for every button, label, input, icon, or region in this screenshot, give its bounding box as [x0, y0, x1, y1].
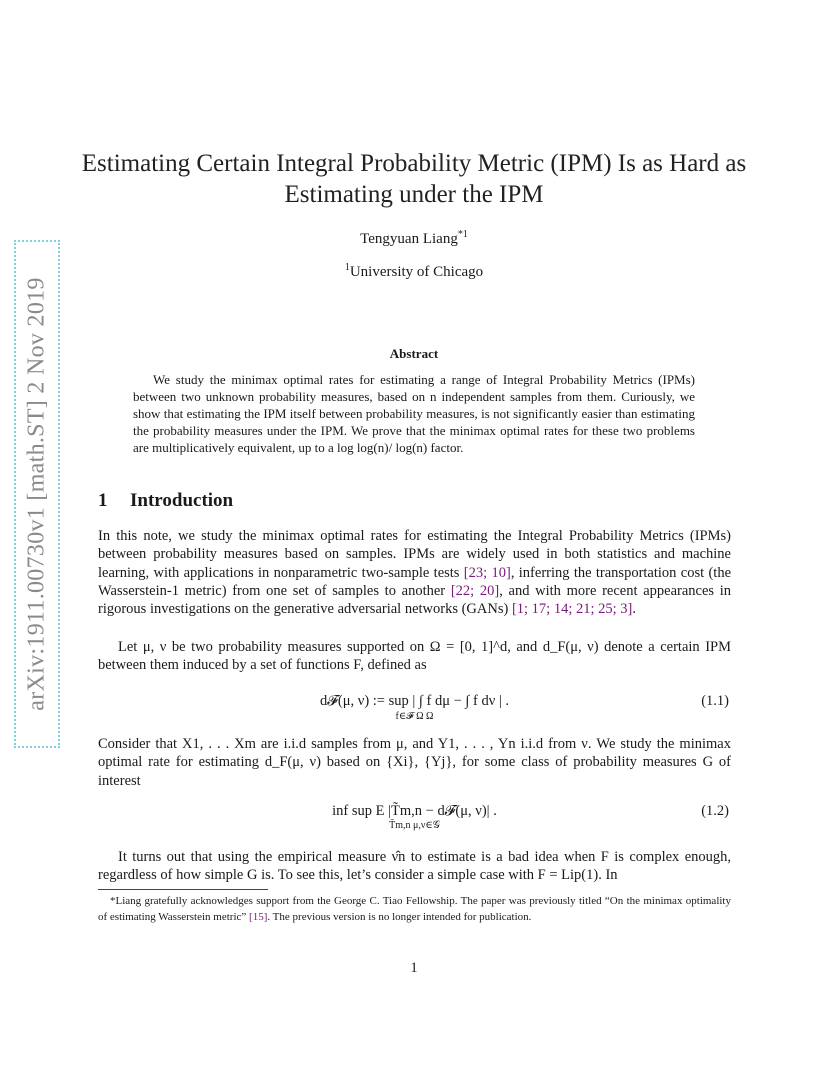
section-heading — [98, 490, 233, 512]
para1-text-a: In this note, we study the minimax optimal rates for estimating the Integral Probability Metrics (IPMs) between probability measures based on samples. IPMs are widely used in both statistics and machine learning, with applications in nonparametric two-sample tests — [98, 528, 731, 581]
arxiv-stamp — [14, 240, 60, 748]
section-title: Introduction — [130, 490, 234, 511]
citation-link[interactable]: [23; 10] — [463, 564, 511, 581]
affiliation-line — [0, 262, 828, 281]
page-number: 1 — [410, 960, 418, 976]
affiliation-name: University of Chicago — [349, 264, 484, 280]
affiliation-mark: 1 — [344, 262, 350, 273]
equation-1-2-expression: inf sup E |T̃m,n − d𝓕(μ, ν)| . — [332, 803, 497, 819]
equation-number-1-2: (1.2) — [701, 803, 729, 819]
footnote-text-a: *Liang gratefully acknowledges support from the George C. Tiao Fellowship. The paper was previously titled “On the minimax optimality of estimating Wasserstein metric” — [98, 895, 731, 923]
intro-paragraph-4: It turns out that using the empirical measure ν̂n to estimate is a bad idea when F is complex enough, regardless of how simple G is. To see this, let’s consider a simple case with F = Lip(1). In — [98, 849, 731, 884]
footnote-text-b: . The previous version is no longer intended for publication. — [267, 910, 532, 923]
author-line — [0, 229, 828, 248]
para1-text-d: . — [632, 601, 637, 618]
para1-text-b: , inferring the transportation cost (the Wasserstein-1 metric) from one set of samples to another — [98, 564, 731, 599]
intro-paragraph-1 — [98, 527, 731, 618]
equation-1-2-subscripts: T̃m,n μ,ν∈𝒢 — [389, 820, 440, 831]
paper-title: Estimating Certain Integral Probability Metric (IPM) Is as Hard as Estimating under the IPM — [81, 150, 747, 208]
author-name: Tengyuan Liang — [360, 231, 458, 247]
equation-1-2 — [98, 803, 731, 835]
author-mark: *1 — [457, 229, 468, 240]
citation-link[interactable]: [22; 20] — [450, 582, 500, 599]
equation-1-1 — [98, 693, 731, 729]
citation-link[interactable]: [15] — [249, 910, 268, 923]
equation-number-1-1: (1.1) — [701, 693, 729, 709]
section-number: 1 — [98, 490, 108, 511]
intro-paragraph-3: Consider that X1, . . . Xm are i.i.d samples from μ, and Y1, . . . , Yn i.i.d from ν. We study the minimax optimal rate for estimating d_F(μ, ν) based on {Xi}, {Yj}, for some class of probability measures G of interest — [98, 736, 731, 789]
para1-text-c: , and with more recent appearances in rigorous investigations on the generative adversarial networks (GANs) — [98, 582, 731, 618]
equation-1-1-expression: d𝓕(μ, ν) := sup | ∫ f dμ − ∫ f dν | . — [319, 693, 510, 709]
equation-1-1-subscripts: f∈𝓕 Ω Ω — [395, 711, 434, 722]
footnote-rule — [98, 889, 268, 890]
citation-link[interactable]: [1; 17; 14; 21; 25; 3] — [511, 601, 633, 618]
abstract-heading: Abstract — [389, 346, 439, 361]
intro-paragraph-2: Let μ, ν be two probability measures supported on Ω = [0, 1]^d, and d_F(μ, ν) denote a certain IPM between them induced by a set of functions F, defined as — [98, 639, 731, 674]
arxiv-identifier: arXiv:1911.00730v1 [math.ST] 2 Nov 2019 — [23, 277, 50, 711]
abstract-text: We study the minimax optimal rates for estimating a range of Integral Probability Metrics (IPMs) between two unknown probability measures, based on n independent samples from them. Curiously, we show that estimating the IPM itself between probability measures, is not significantly easier than estimating the probability measures under the IPM. We prove that the minimax optimal rates for these two problems are multiplicatively equivalent, up to a log log(n)/ log(n) factor. — [133, 372, 695, 455]
footnote — [98, 894, 731, 925]
